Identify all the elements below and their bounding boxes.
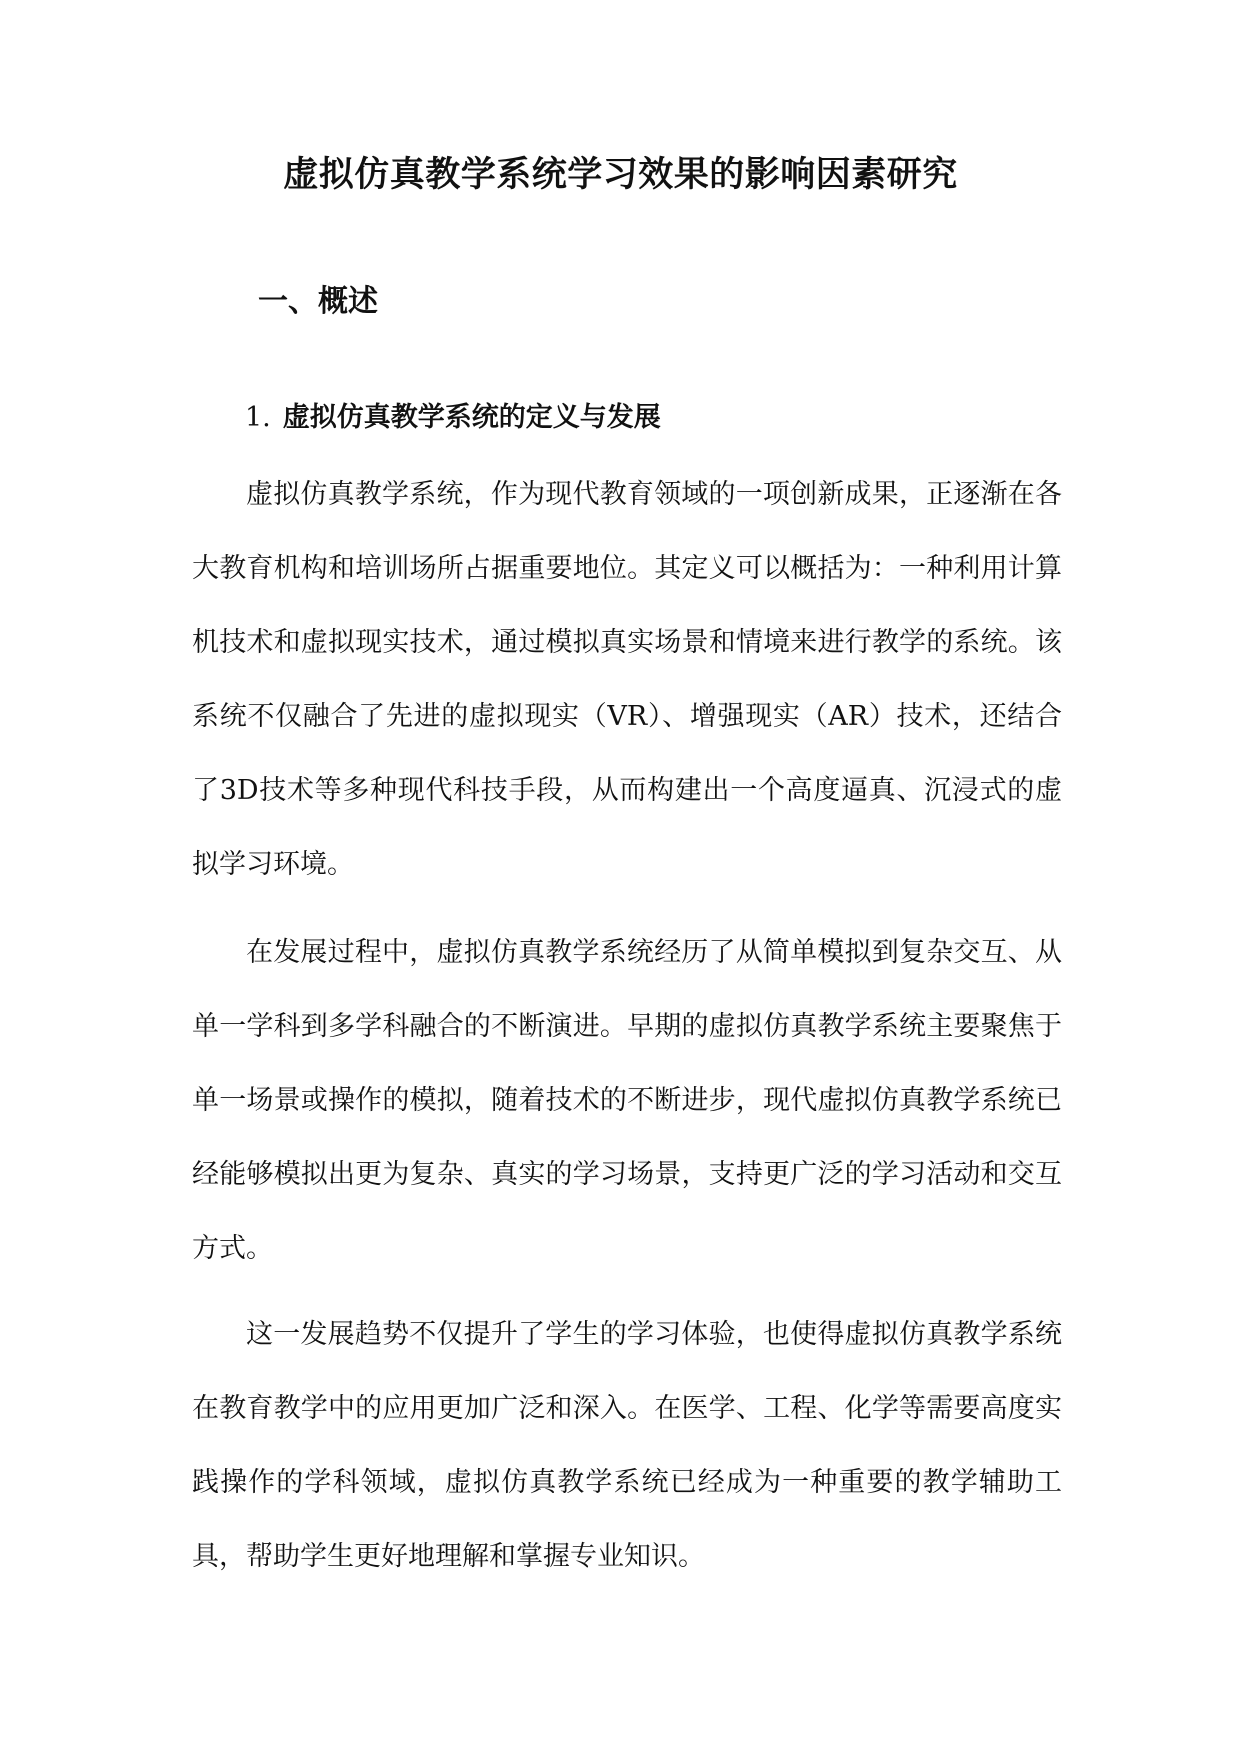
- document-title: 虚拟仿真教学系统学习效果的影响因素研究: [283, 155, 958, 195]
- subsection-heading: [245, 398, 661, 438]
- subsection-title: 虚拟仿真教学系统的定义与发展: [282, 402, 661, 433]
- body-paragraph-1: 虚拟仿真教学系统，作为现代教育领域的一项创新成果，正逐渐在各大教育机构和培训场所占据重要地位。其定义可以概括为：一种利用计算机技术和虚拟现实技术，通过模拟真实场景和情境来进行教学的系统。该系统不仅融合了先进的虚拟现实（VR）、增强现实（AR）技术，还结合了3D技术等多种现代科技手段，从而构建出一个高度逼真、沉浸式的虚拟学习环境。: [192, 479, 1062, 880]
- body-paragraph-3: 这一发展趋势不仅提升了学生的学习体验，也使得虚拟仿真教学系统在教育教学中的应用更加广泛和深入。在医学、工程、化学等需要高度实践操作的学科领域，虚拟仿真教学系统已经成为一种重要的教学辅助工具，帮助学生更好地理解和掌握专业知识。: [192, 1319, 1062, 1572]
- body-paragraph-2: 在发展过程中，虚拟仿真教学系统经历了从简单模拟到复杂交互、从单一学科到多学科融合的不断演进。早期的虚拟仿真教学系统主要聚焦于单一场景或操作的模拟，随着技术的不断进步，现代虚拟仿真教学系统已经能够模拟出更为复杂、真实的学习场景，支持更广泛的学习活动和交互方式。: [192, 937, 1062, 1264]
- subsection-number: 1.: [245, 402, 271, 433]
- section-heading: 一、概述: [258, 284, 378, 319]
